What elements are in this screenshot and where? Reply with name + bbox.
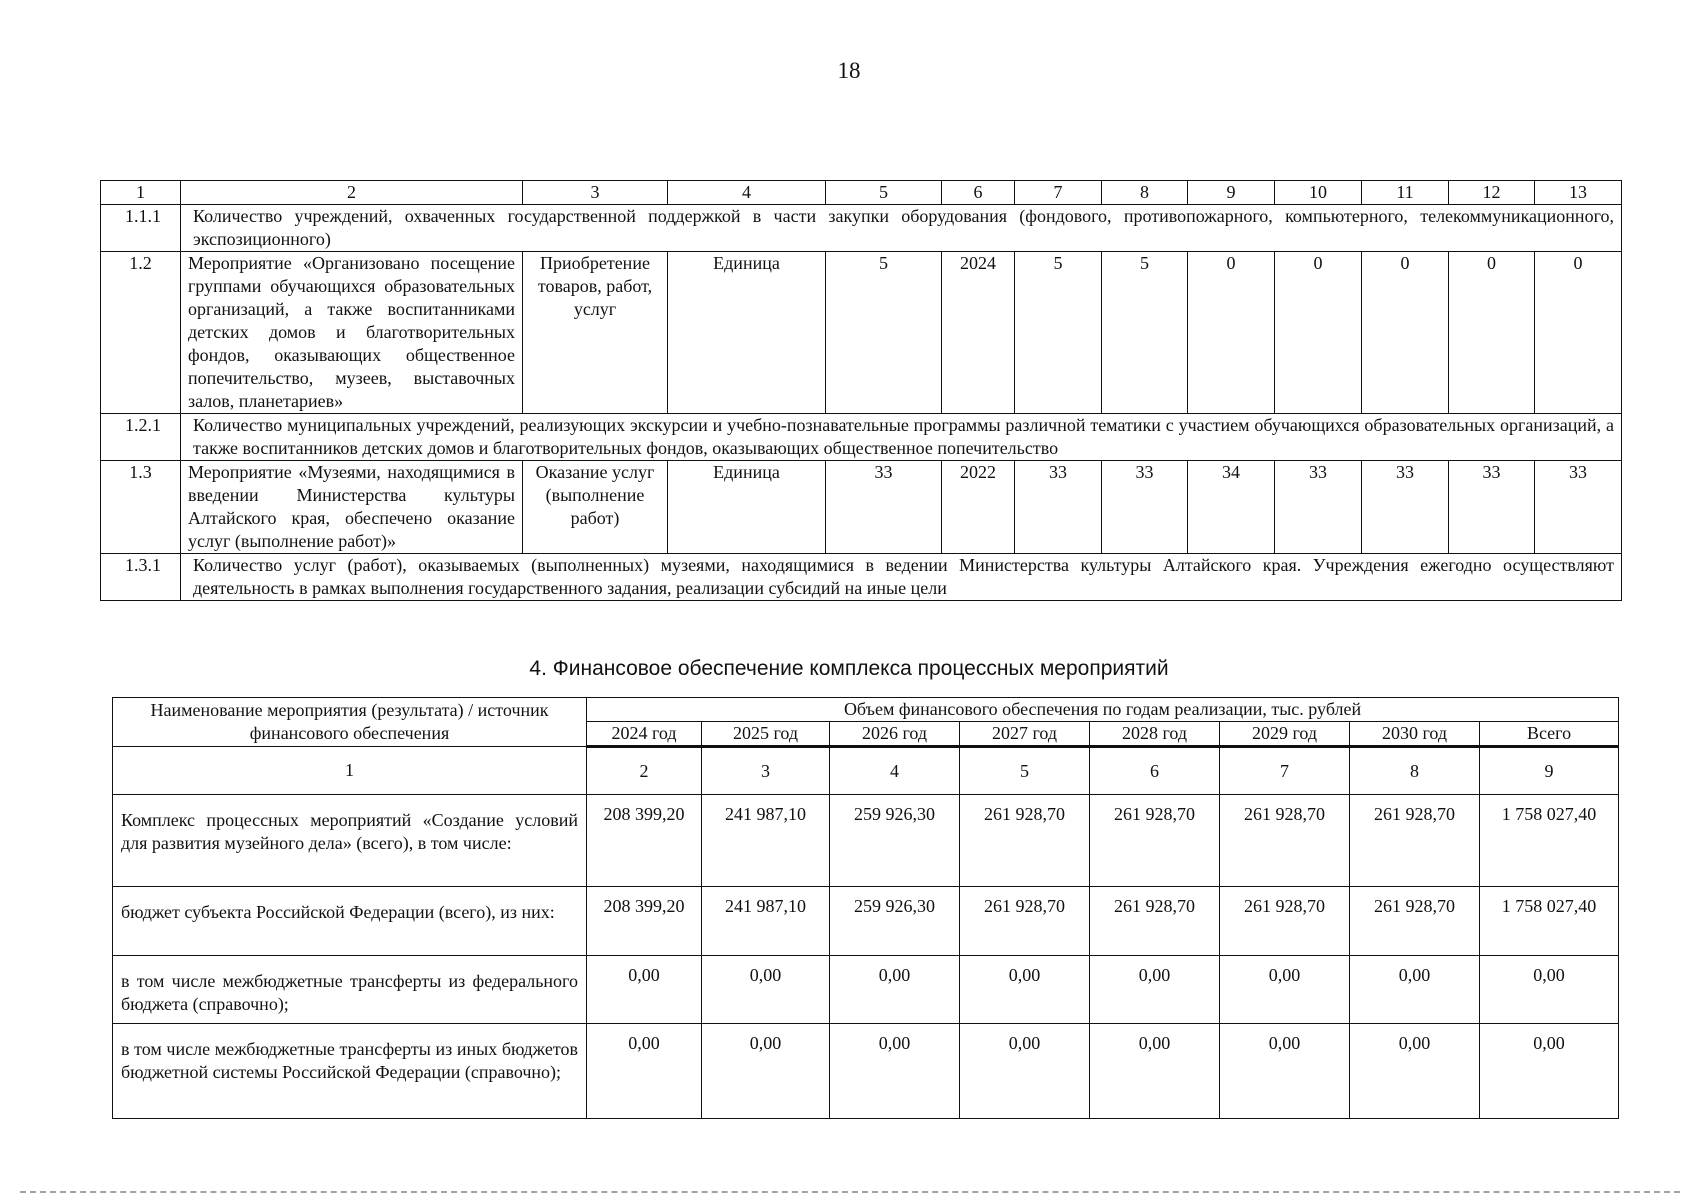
finance-row-name: в том числе межбюджетные трансферты из иных бюджетов бюджетной системы Российской Федерации (справочно); (113, 1024, 587, 1119)
amount-cell: 261 928,70 (1220, 887, 1350, 956)
amount-cell: 208 399,20 (587, 887, 702, 956)
indicators-table (100, 180, 1622, 601)
column-number-row (101, 181, 1622, 205)
event-name: Мероприятие «Организовано посещение группами обучающихся образовательных организаций, а также воспитанниками детских домов и благотворительных фондов, оказывающих общественное попечительство, музеев, выставочных залов, планетариев» (181, 252, 523, 414)
amount-cell: 0,00 (1220, 956, 1350, 1024)
amount-cell: 0,00 (830, 1024, 960, 1119)
value-cell: 2024 (942, 252, 1015, 414)
section-title: 4. Финансовое обеспечение комплекса процессных мероприятий (529, 657, 1169, 680)
year-header: 2027 год (960, 722, 1090, 747)
amount-cell: 261 928,70 (1350, 887, 1480, 956)
indicator-text: Количество услуг (работ), оказываемых (выполненных) музеями, находящимися в ведении Министерства культуры Алтайского края. Учреждения ежегодно осуществляют деятельность в рамках выполнения государственного задания, реализации субсидий на иные цели (181, 554, 1622, 601)
value-cell: 33 (1102, 461, 1188, 554)
value-cell: 33 (826, 461, 942, 554)
year-header: 2030 год (1350, 722, 1480, 747)
column-number: 3 (702, 747, 830, 795)
amount-cell: 0,00 (960, 1024, 1090, 1119)
finance-table (112, 697, 1619, 1119)
column-number: 7 (1220, 747, 1350, 795)
value-cell: 33 (1535, 461, 1622, 554)
event-unit: Единица (668, 461, 826, 554)
total-cell: 1 758 027,40 (1480, 887, 1619, 956)
value-cell: 5 (1102, 252, 1188, 414)
event-unit: Единица (668, 252, 826, 414)
value-cell: 33 (1275, 461, 1362, 554)
event-kind: Оказание услуг (выполнение работ) (523, 461, 668, 554)
indicator-row (101, 205, 1622, 252)
total-cell: 1 758 027,40 (1480, 795, 1619, 887)
amount-cell: 0,00 (1220, 1024, 1350, 1119)
column-number: 5 (960, 747, 1090, 795)
year-header: 2028 год (1090, 722, 1220, 747)
column-number-row (113, 747, 1619, 795)
indicator-text: Количество учреждений, охваченных государственной поддержкой в части закупки оборудования (фондового, противопожарного, компьютерного, телекоммуникационного, экспозиционного) (181, 205, 1622, 252)
row-code: 1.3 (101, 461, 181, 554)
amount-cell: 261 928,70 (1220, 795, 1350, 887)
column-number: 7 (1015, 181, 1102, 205)
event-kind: Приобретение товаров, работ, услуг (523, 252, 668, 414)
amount-cell: 0,00 (702, 956, 830, 1024)
value-cell: 33 (1449, 461, 1535, 554)
column-number: 11 (1362, 181, 1449, 205)
amount-cell: 259 926,30 (830, 887, 960, 956)
year-header: 2025 год (702, 722, 830, 747)
amount-cell: 0,00 (960, 956, 1090, 1024)
value-cell: 0 (1449, 252, 1535, 414)
scan-edge-line (20, 1191, 1680, 1193)
year-header: 2024 год (587, 722, 702, 747)
row-code: 1.2 (101, 252, 181, 414)
value-cell: 5 (1015, 252, 1102, 414)
value-cell: 0 (1275, 252, 1362, 414)
column-number: 13 (1535, 181, 1622, 205)
amount-cell: 261 928,70 (1350, 795, 1480, 887)
column-number: 9 (1188, 181, 1275, 205)
column-number: 9 (1480, 747, 1619, 795)
name-column-header: Наименование мероприятия (результата) / источник финансового обеспечения (113, 698, 587, 747)
finance-row-name: Комплекс процессных мероприятий «Создание условий для развития музейного дела» (всего), в том числе: (113, 795, 587, 887)
indicator-row (101, 414, 1622, 461)
finance-header-row (113, 698, 1619, 722)
column-number: 10 (1275, 181, 1362, 205)
total-cell: 0,00 (1480, 1024, 1619, 1119)
value-cell: 0 (1535, 252, 1622, 414)
page-number: 18 (837, 58, 861, 83)
value-cell: 5 (826, 252, 942, 414)
finance-row (113, 795, 1619, 887)
amount-cell: 208 399,20 (587, 795, 702, 887)
event-name: Мероприятие «Музеями, находящимися в введении Министерства культуры Алтайского края, обеспечено оказание услуг (выполнение работ)» (181, 461, 523, 554)
amount-cell: 0,00 (1090, 1024, 1220, 1119)
amount-cell: 259 926,30 (830, 795, 960, 887)
finance-row (113, 956, 1619, 1024)
column-number: 5 (826, 181, 942, 205)
value-cell: 33 (1015, 461, 1102, 554)
amount-cell: 0,00 (587, 1024, 702, 1119)
finance-row-name: бюджет субъекта Российской Федерации (всего), из них: (113, 887, 587, 956)
year-header: 2029 год (1220, 722, 1350, 747)
amount-cell: 0,00 (1350, 956, 1480, 1024)
value-cell: 33 (1362, 461, 1449, 554)
value-cell: 0 (1362, 252, 1449, 414)
amount-cell: 0,00 (587, 956, 702, 1024)
column-number: 4 (668, 181, 826, 205)
event-row (101, 252, 1622, 414)
column-number: 12 (1449, 181, 1535, 205)
finance-row (113, 887, 1619, 956)
value-cell: 34 (1188, 461, 1275, 554)
column-number: 1 (101, 181, 181, 205)
amount-cell: 261 928,70 (1090, 887, 1220, 956)
column-number: 2 (181, 181, 523, 205)
finance-row (113, 1024, 1619, 1119)
amount-cell: 261 928,70 (960, 887, 1090, 956)
column-number: 6 (1090, 747, 1220, 795)
amount-cell: 0,00 (830, 956, 960, 1024)
value-cell: 0 (1188, 252, 1275, 414)
row-code: 1.1.1 (101, 205, 181, 252)
column-number: 6 (942, 181, 1015, 205)
column-number: 8 (1102, 181, 1188, 205)
value-cell: 2022 (942, 461, 1015, 554)
amount-cell: 0,00 (702, 1024, 830, 1119)
finance-row-name: в том числе межбюджетные трансферты из федерального бюджета (справочно); (113, 956, 587, 1024)
amount-cell: 0,00 (1090, 956, 1220, 1024)
amount-cell: 241 987,10 (702, 887, 830, 956)
volume-header: Объем финансового обеспечения по годам реализации, тыс. рублей (587, 698, 1619, 722)
column-number: 4 (830, 747, 960, 795)
amount-cell: 0,00 (1350, 1024, 1480, 1119)
row-code: 1.2.1 (101, 414, 181, 461)
column-number: 8 (1350, 747, 1480, 795)
total-header: Всего (1480, 722, 1619, 747)
indicator-row (101, 554, 1622, 601)
column-number: 3 (523, 181, 668, 205)
event-row (101, 461, 1622, 554)
amount-cell: 261 928,70 (1090, 795, 1220, 887)
row-code: 1.3.1 (101, 554, 181, 601)
column-number: 1 (113, 747, 587, 795)
year-header: 2026 год (830, 722, 960, 747)
column-number: 2 (587, 747, 702, 795)
total-cell: 0,00 (1480, 956, 1619, 1024)
amount-cell: 241 987,10 (702, 795, 830, 887)
indicator-text: Количество муниципальных учреждений, реализующих экскурсии и учебно-познавательные программы различной тематики с участием обучающихся образовательных организаций, а также воспитанников детских домов и благотворительных фондов, оказывающих общественное попечительство (181, 414, 1622, 461)
amount-cell: 261 928,70 (960, 795, 1090, 887)
